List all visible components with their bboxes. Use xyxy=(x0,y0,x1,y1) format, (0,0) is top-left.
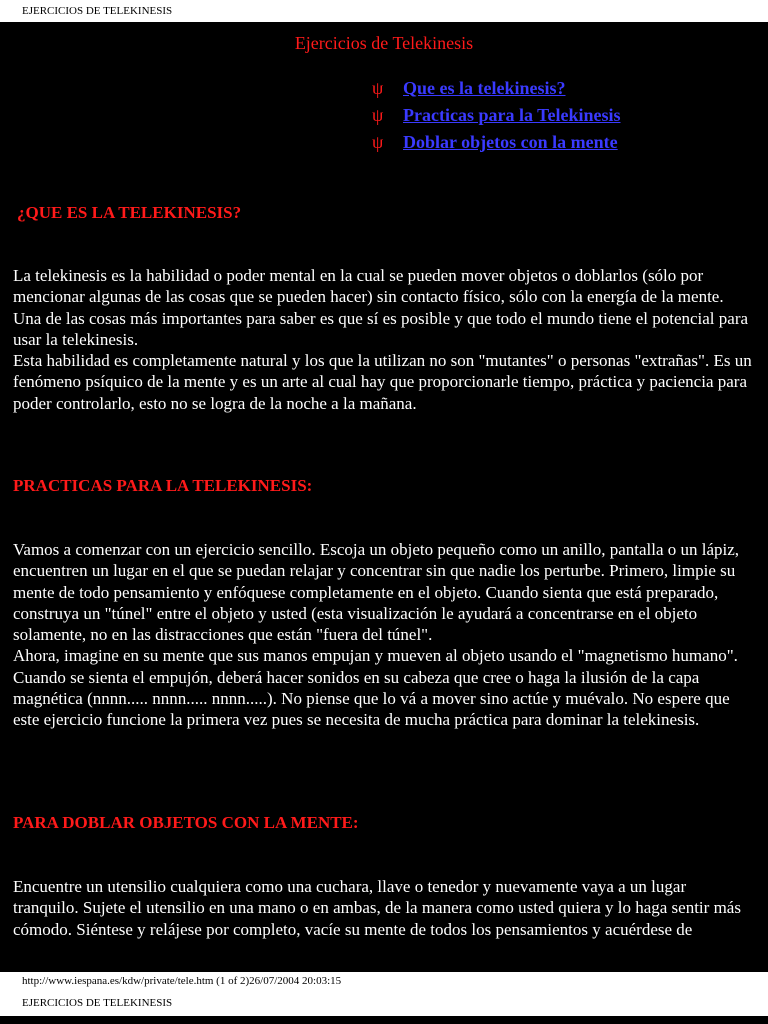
psi-bullet-icon: ψ xyxy=(372,78,384,98)
page-content xyxy=(0,22,768,972)
psi-bullet-icon: ψ xyxy=(372,105,384,125)
section-body-que-es xyxy=(13,265,753,414)
paragraph: Vamos a comenzar con un ejercicio sencillo. Escoja un objeto pequeño como un anillo, pantalla o un lápiz, encuentren un lugar en el que se puedan relajar y concentrar sin que nadie los perturbe. Primero, limpie su mente de todo pensamiento y enfóquese completamente en el objeto. Cuando sienta que está preparado, construya un "túnel" entre el objeto y usted (esta visualización le ayudará a concentrarse en el objeto solamente, no en las distracciones que están "fuera del túnel". xyxy=(13,540,740,645)
next-page-edge xyxy=(0,1016,768,1024)
section-body-doblar xyxy=(13,876,753,940)
paragraph: La telekinesis es la habilidad o poder mental en la cual se pueden mover objetos o doblarlos (sólo por mencionar algunas de las cosas que se pueden hacer) sin contacto físico, sólo con la energía de la mente. Una de las cosas más importantes para saber es que sí es posible y que todo el mundo tiene el potencial para usar la telekinesis. xyxy=(13,266,749,349)
paragraph: Ahora, imagine en su mente que sus manos empujan y mueven al objeto usando el "magnetismo humano". Cuando se sienta el empujón, deberá hacer sonidos en su cabeza que cree o haga la ilusión de la capa magnética (nnnn..... nnnn..... nnnn.....). No piense que lo vá a mover sino actúe y muévalo. No espere que este ejercicio funcione la primera vez pues se necesita de mucha práctica para dominar la telekinesis. xyxy=(13,646,738,730)
paragraph: Encuentre un utensilio cualquiera como una cuchara, llave o tenedor y nuevamente vaya a un lugar tranquilo. Sujete el utensilio en una mano o en ambas, de la manera como usted quiera y lo haga sentir más cómodo. Siéntese y relájese por completo, vacíe su mente de todos los pensamientos y acuérdese de xyxy=(13,877,741,939)
toc-link-que-es[interactable]: Que es la telekinesis? xyxy=(403,78,566,98)
next-page-header-title: EJERCICIOS DE TELEKINESIS xyxy=(22,997,173,1009)
section-heading-practicas: PRACTICAS PARA LA TELEKINESIS: xyxy=(13,476,313,495)
table-of-contents xyxy=(372,77,752,158)
psi-bullet-icon: ψ xyxy=(372,132,384,152)
footer-url-line: http://www.iespana.es/kdw/private/tele.htm (1 of 2)26/07/2004 20:03:15 xyxy=(22,975,342,987)
toc-item xyxy=(372,77,752,104)
print-header-title: EJERCICIOS DE TELEKINESIS xyxy=(22,5,173,17)
toc-link-doblar[interactable]: Doblar objetos con la mente xyxy=(403,132,618,152)
print-header xyxy=(0,0,768,22)
toc-item xyxy=(372,104,752,131)
section-body-practicas xyxy=(13,539,753,731)
section-heading-que-es: ¿QUE ES LA TELEKINESIS? xyxy=(17,203,242,222)
section-heading-doblar: PARA DOBLAR OBJETOS CON LA MENTE: xyxy=(13,813,359,832)
toc-link-practicas[interactable]: Practicas para la Telekinesis xyxy=(403,105,621,125)
toc-item xyxy=(372,131,752,158)
paragraph: Esta habilidad es completamente natural y los que la utilizan no son "mutantes" o personas "extrañas". Es un fenómeno psíquico de la mente y es un arte al cual hay que proporcionarle tiempo, práctica y paciencia para poder controlarlo, esto no se logra de la noche a la mañana. xyxy=(13,351,752,413)
page-title: Ejercicios de Telekinesis xyxy=(294,33,474,53)
print-footer xyxy=(0,972,768,1024)
